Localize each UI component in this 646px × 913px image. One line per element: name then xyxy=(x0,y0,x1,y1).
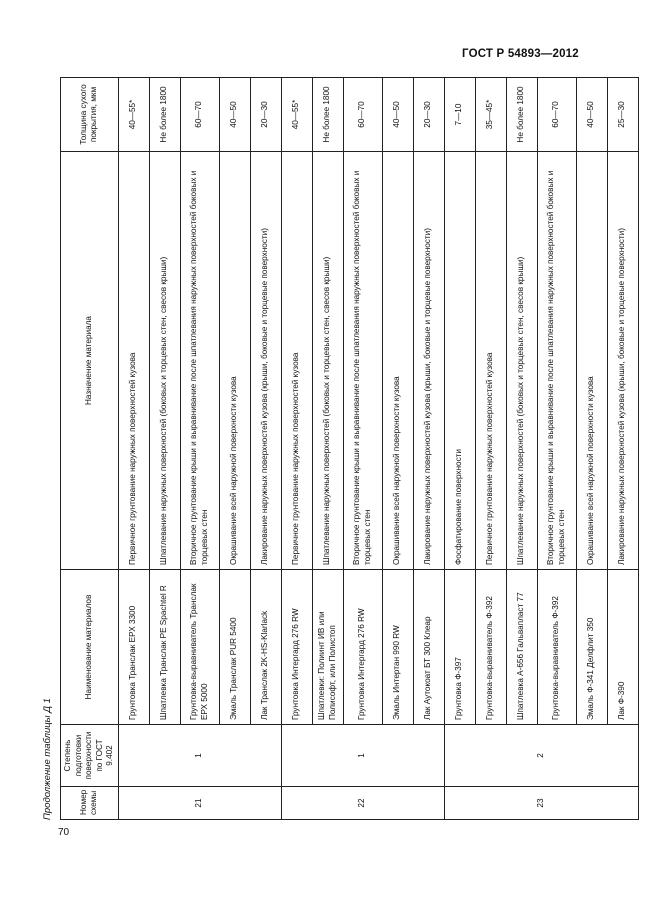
coating-thickness-cell: 40—50 xyxy=(382,78,413,152)
preparation-degree-cell: 2 xyxy=(444,725,638,787)
table-row xyxy=(180,78,219,820)
standard-header: ГОСТ Р 54893—2012 xyxy=(462,48,579,60)
column-header-material: Наименование материалов xyxy=(61,570,119,725)
table-sheet xyxy=(40,78,627,820)
material-purpose-cell: Фосфатирование поверхности xyxy=(444,152,475,570)
material-purpose-cell: Первичное грунтование наружных поверхностей кузова xyxy=(281,152,312,570)
table-row xyxy=(537,78,576,820)
coating-thickness-cell: 40—50 xyxy=(576,78,607,152)
material-purpose-cell: Первичное грунтование наружных поверхностей кузова xyxy=(118,152,149,570)
material-name-cell: Грунтовка Транслак ЕРХ 3300 xyxy=(118,570,149,725)
table-row xyxy=(444,78,475,820)
material-purpose-cell: Лакирование наружных поверхностей кузова (крыши, боковые и торцевые поверхности) xyxy=(413,152,444,570)
material-purpose-cell: Окрашивание всей наружной поверхности кузова xyxy=(219,152,250,570)
scheme-number-cell: 23 xyxy=(444,787,638,820)
coating-thickness-cell: 20—30 xyxy=(250,78,281,152)
material-purpose-cell: Вторичное грунтование крыши и выравнивание после шпатлевания наружных поверхностей боковых и торцевых стен xyxy=(537,152,576,570)
table-row xyxy=(506,78,537,820)
material-name-cell: Лак Аутокоат БТ 300 Клеар xyxy=(413,570,444,725)
column-header-purpose: Назначение материала xyxy=(61,152,119,570)
material-name-cell: Шпатлевка А-656 Гальваплаcт 77 xyxy=(506,570,537,725)
table-row xyxy=(576,78,607,820)
material-purpose-cell: Шпатлевание наружных поверхностей (боковых и торцевых стен, свесов крыши) xyxy=(506,152,537,570)
table-row xyxy=(475,78,506,820)
table-row xyxy=(250,78,281,820)
scheme-number-cell: 22 xyxy=(281,787,444,820)
coating-thickness-cell: 25—30 xyxy=(607,78,638,152)
table-row xyxy=(281,78,312,820)
material-purpose-cell: Лакирование наружных поверхностей кузова (крыши, боковые и торцевые поверхности) xyxy=(250,152,281,570)
material-name-cell: Эмаль Ф-341 Делфлит 350 xyxy=(576,570,607,725)
coating-thickness-cell: 40—55* xyxy=(281,78,312,152)
coating-thickness-cell: 35—45* xyxy=(475,78,506,152)
table-row xyxy=(118,78,149,820)
material-name-cell: Грунтовка Ф-397 xyxy=(444,570,475,725)
material-name-cell: Грунтовка Интергард 276 RW xyxy=(281,570,312,725)
coating-thickness-cell: Не более 1800 xyxy=(506,78,537,152)
material-name-cell: Грунтовка-выравниватель Транслак ЕРХ 5000 xyxy=(180,570,219,725)
coating-thickness-cell: Не более 1800 xyxy=(149,78,180,152)
material-purpose-cell: Вторичное грунтование крыши и выравнивание после шпатлевания наружных поверхностей боковых и торцевых стен xyxy=(180,152,219,570)
material-name-cell: Лак Транслак 2K-HS-Klarlack xyxy=(250,570,281,725)
scheme-number-cell: 21 xyxy=(118,787,281,820)
material-purpose-cell: Окрашивание всей наружной поверхности кузова xyxy=(576,152,607,570)
table-row xyxy=(219,78,250,820)
material-purpose-cell: Шпатлевание наружных поверхностей (боковых и торцевых стен, свесов крыши) xyxy=(312,152,343,570)
material-purpose-cell: Шпатлевание наружных поверхностей (боковых и торцевых стен, свесов крыши) xyxy=(149,152,180,570)
material-purpose-cell: Лакирование наружных поверхностей кузова (крыши, боковые и торцевые поверхности) xyxy=(607,152,638,570)
coating-thickness-cell: 40—50 xyxy=(219,78,250,152)
table-row xyxy=(312,78,343,820)
coating-thickness-cell: 60—70 xyxy=(180,78,219,152)
material-name-cell: Грунтовка Интергард 276 RW xyxy=(343,570,382,725)
material-name-cell: Шпатлевка Транслак РЕ Spachtel R xyxy=(149,570,180,725)
table-row xyxy=(413,78,444,820)
column-header-degree: Степень подготовки поверхности по ГОСТ 9.402 xyxy=(61,725,119,787)
preparation-degree-cell: 1 xyxy=(118,725,281,787)
column-header-scheme: Номер схемы xyxy=(61,787,119,820)
material-name-cell: Эмаль Интертан 990 RW xyxy=(382,570,413,725)
material-name-cell: Шпатлевки: Полиинт ИВ или Полисофт, или Полистоп xyxy=(312,570,343,725)
table-row xyxy=(149,78,180,820)
table-row xyxy=(382,78,413,820)
coating-thickness-cell: Не более 1800 xyxy=(312,78,343,152)
table-header-row xyxy=(61,78,119,820)
material-purpose-cell: Вторичное грунтование крыши и выравнивание после шпатлевания наружных поверхностей боковых и торцевых стен xyxy=(343,152,382,570)
preparation-degree-cell: 1 xyxy=(281,725,444,787)
material-name-cell: Грунтовка-выравниватель Ф-392 xyxy=(475,570,506,725)
table-row xyxy=(607,78,638,820)
material-name-cell: Эмаль Транслак PUR 5400 xyxy=(219,570,250,725)
coating-thickness-cell: 7—10 xyxy=(444,78,475,152)
table-caption: Продолжение таблицы Д 1 xyxy=(42,698,53,820)
coating-thickness-cell: 60—70 xyxy=(537,78,576,152)
material-purpose-cell: Первичное грунтование наружных поверхностей кузова xyxy=(475,152,506,570)
material-name-cell: Лак Ф-390 xyxy=(607,570,638,725)
coating-thickness-cell: 40—55* xyxy=(118,78,149,152)
coating-thickness-cell: 60—70 xyxy=(343,78,382,152)
table-row xyxy=(343,78,382,820)
coating-schemes-table xyxy=(60,77,639,820)
page-number: 70 xyxy=(58,827,70,838)
table-body xyxy=(118,78,638,820)
material-name-cell: Грунтовка-выравниватель Ф-392 xyxy=(537,570,576,725)
coating-thickness-cell: 20—30 xyxy=(413,78,444,152)
column-header-thickness: Толщина сухого покрытия, мкм xyxy=(61,78,119,152)
material-purpose-cell: Окрашивание всей наружной поверхности кузова xyxy=(382,152,413,570)
